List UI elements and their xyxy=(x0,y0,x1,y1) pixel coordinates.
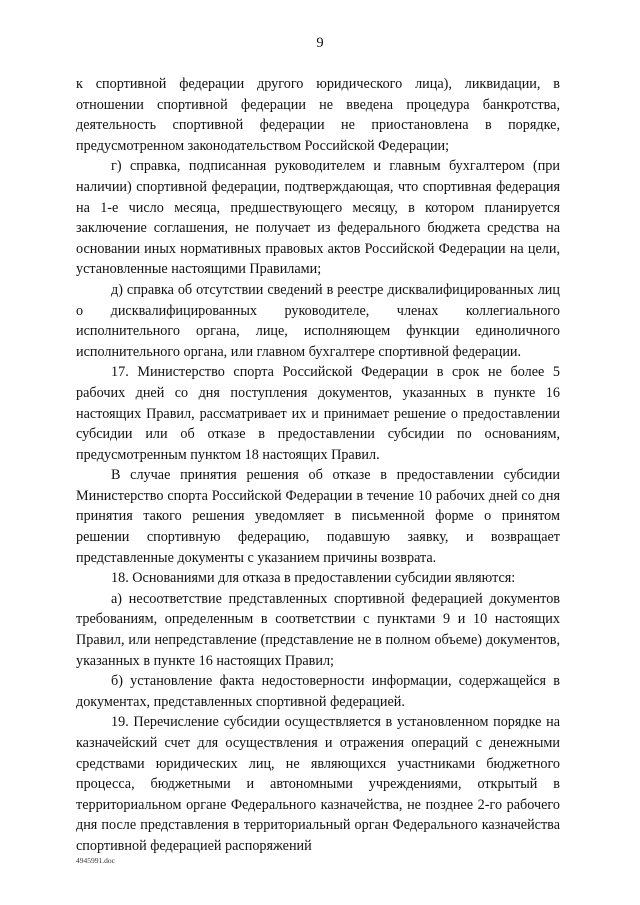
document-filename: 4945991.doc xyxy=(76,856,115,865)
document-body xyxy=(76,74,560,857)
paragraph-continuation: к спортивной федерации другого юридического лица), ликвидации, в отношении спортивной федерации не введена процедура банкротства, деятельность спортивной федерации не приостановлена в порядке, предусмотренном законодательством Российской Федерации; xyxy=(76,76,560,154)
paragraph-item-g: г) справка, подписанная руководителем и главным бухгалтером (при наличии) спортивной федерации, подтверждающая, что спортивная федерация на 1-е число месяца, предшествующего месяцу, в котором планируется заключение соглашения, не получает из федерального бюджета средства на основании иных нормативных правовых актов Российской Федерации на цели, установленные настоящими Правилами; xyxy=(76,158,560,278)
page-number: 9 xyxy=(316,35,324,51)
paragraph-clause-18: 18. Основаниями для отказа в предоставлении субсидии являются: xyxy=(111,570,516,587)
paragraph-item-b: б) установление факта недостоверности информации, содержащейся в документах, представленных спортивной федерацией. xyxy=(76,673,560,710)
paragraph-item-d: д) справка об отсутствии сведений в реестре дисквалифицированных лиц о дисквалифицированных руководителе, членах коллегиального исполнительного органа, лице, исполняющем функции единоличного исполнительного органа, или главном бухгалтере спортивной федерации. xyxy=(76,281,560,360)
paragraph-clause-19: 19. Перечисление субсидии осуществляется в установленном порядке на казначейский счет для осуществления и отражения операций с денежными средствами юридических лиц, не являющихся участниками бюджетного процесса, бюджетными и автономными учреждениями, открытый в территориальном органе Федерального казначейства, не позднее 2-го рабочего дня после представления в территориальный орган Федерального казначейства спортивной федерацией распоряжений xyxy=(76,714,560,854)
paragraph-refusal-notice: В случае принятия решения об отказе в предоставлении субсидии Министерство спорта Российской Федерации в течение 10 рабочих дней со дня принятия такого решения уведомляет в письменной форме о принятом решении спортивную федерацию, подавшую заявку, и возвращает представленные документы с указанием причины возврата. xyxy=(76,467,560,566)
paragraph-clause-17: 17. Министерство спорта Российской Федерации в срок не более 5 рабочих дней со дня поступления документов, указанных в пункте 16 настоящих Правил, рассматривает их и принимает решение о предоставлении субсидии или об отказе в предоставлении субсидии по основаниям, предусмотренным пунктом 18 настоящих Правил. xyxy=(76,364,560,463)
paragraph-item-a: а) несоответствие представленных спортивной федерацией документов требованиям, определенным в соответствии с пунктами 9 и 10 настоящих Правил, или непредставление (представление не в полном объеме) документов, указанных в пункте 16 настоящих Правил; xyxy=(76,590,560,669)
